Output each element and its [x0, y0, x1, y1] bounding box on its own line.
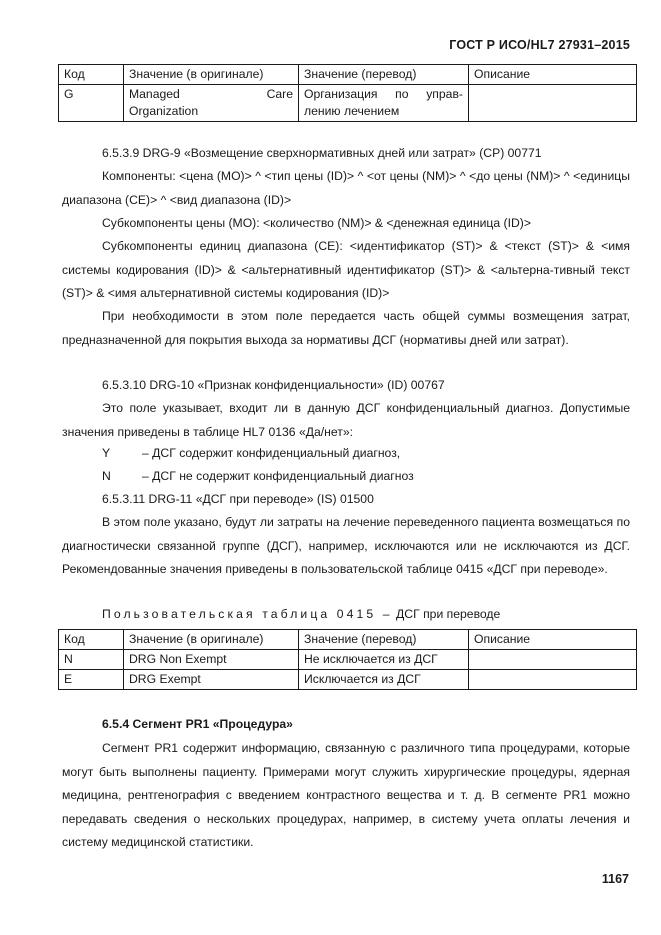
cell-original-line2: Organization [129, 104, 199, 118]
paragraph-reimbursement: При необходимости в этом поле передается часть общей суммы возмещения затрат, предназначенной для покрытия выхода за нормативы ДСГ (нормативы дней или затрат). [62, 309, 630, 347]
col-header-code: Код [59, 65, 124, 85]
page-number: 1167 [601, 872, 629, 886]
cell-translation-line2: лению лечением [304, 104, 400, 118]
document-header: ГОСТ Р ИСО/HL7 27931–2015 [449, 38, 630, 52]
cell-original-word1: Managed [129, 87, 180, 101]
paragraph-range-subcomponents: Субкомпоненты единиц диапазона (CE): <идентификатор (ST)> & <текст (ST)> & <имя системы кодирования (ID)> & <альтернативный идентификатор (ST)> & <альтерна-тивный текст (ST)> & <имя альтернативной системы кодирования (ID)> [62, 239, 630, 300]
table-row [59, 670, 637, 690]
paragraph-confidential: Это поле указывает, входит ли в данную ДСГ конфиденциальный диагноз. Допустимые значения приведены в таблице HL7 0136 «Да/нет»: [62, 401, 630, 439]
cell-description [469, 670, 637, 690]
cell-translation [299, 85, 469, 122]
table-caption [102, 603, 500, 627]
col-header-translation: Значение (перевод) [299, 65, 469, 85]
cell-translation: Исключается из ДСГ [299, 670, 469, 690]
paragraph-pr1-segment: Сегмент PR1 содержит информацию, связанную с различного типа процедурами, которые могут быть выполнены пациенту. Примерами могут служить хирургические процедуры, ядерная медицина, рентгенография с введением контрастного вещества и т. д. В сегменте PR1 можно передавать сведения о нескольких процедурах, например, в систему учета оплаты лечения и систему медицинской статистики. [62, 741, 630, 849]
col-header-description: Описание [469, 65, 637, 85]
paragraph-price-subcomponents: Субкомпоненты цены (MO): <количество (NM)> & <денежная единица (ID)> [102, 216, 531, 230]
col-header-description: Описание [469, 630, 637, 650]
cell-description [469, 650, 637, 670]
cell-code: N [59, 650, 124, 670]
values-table-g [58, 64, 637, 122]
col-header-translation: Значение (перевод) [299, 630, 469, 650]
section-6-5-4-heading: 6.5.4 Сегмент PR1 «Процедура» [102, 717, 293, 731]
list-key-y: Y [102, 446, 111, 460]
list-text-n: – ДСГ не содержит конфиденциальный диагноз [142, 469, 414, 483]
table-caption-label: Пользовательская таблица 0415 – [102, 607, 393, 621]
col-header-code: Код [59, 630, 124, 650]
user-table-0415 [58, 629, 637, 690]
paragraph-transfer: В этом поле указано, будут ли затраты на лечение переведенного пациента возмещаться по диагностически связанной группе (ДСГ), например, исключаются или не исключаются из ДСГ. Рекомендованные значения приведены в пользовательской таблице 0415 «ДСГ при переводе». [62, 515, 630, 576]
table-header-row [59, 630, 637, 650]
cell-translation-line1: Организация по управ- [304, 87, 463, 101]
cell-description [469, 85, 637, 122]
section-6-5-3-10-title: 6.5.3.10 DRG-10 «Признак конфиденциальности» (ID) 00767 [102, 378, 445, 392]
cell-original-word2: Care [266, 87, 293, 101]
list-item-n [102, 465, 414, 489]
table-row [59, 650, 637, 670]
col-header-original: Значение (в оригинале) [124, 630, 299, 650]
cell-code: E [59, 670, 124, 690]
cell-original: DRG Exempt [124, 670, 299, 690]
table-caption-title: ДСГ при переводе [396, 607, 501, 621]
cell-original [124, 85, 299, 122]
cell-code: G [59, 85, 124, 122]
section-6-5-3-11-title: 6.5.3.11 DRG-11 «ДСГ при переводе» (IS) 01500 [102, 492, 374, 506]
cell-translation: Не исключается из ДСГ [299, 650, 469, 670]
list-item-y [102, 442, 400, 466]
col-header-original: Значение (в оригинале) [124, 65, 299, 85]
table-header-row [59, 65, 637, 85]
section-6-5-3-9-title: 6.5.3.9 DRG-9 «Возмещение сверхнормативных дней или затрат» (CP) 00771 [102, 146, 542, 160]
cell-original: DRG Non Exempt [124, 650, 299, 670]
paragraph-components: Компоненты: <цена (MO)> ^ <тип цены (ID)> ^ <от цены (NM)> ^ <до цены (NM)> ^ <единицы диапазона (CE)> ^ <вид диапазона (ID)> [62, 169, 630, 207]
table-row [59, 85, 637, 122]
list-key-n: N [102, 469, 111, 483]
list-text-y: – ДСГ содержит конфиденциальный диагноз, [142, 446, 401, 460]
